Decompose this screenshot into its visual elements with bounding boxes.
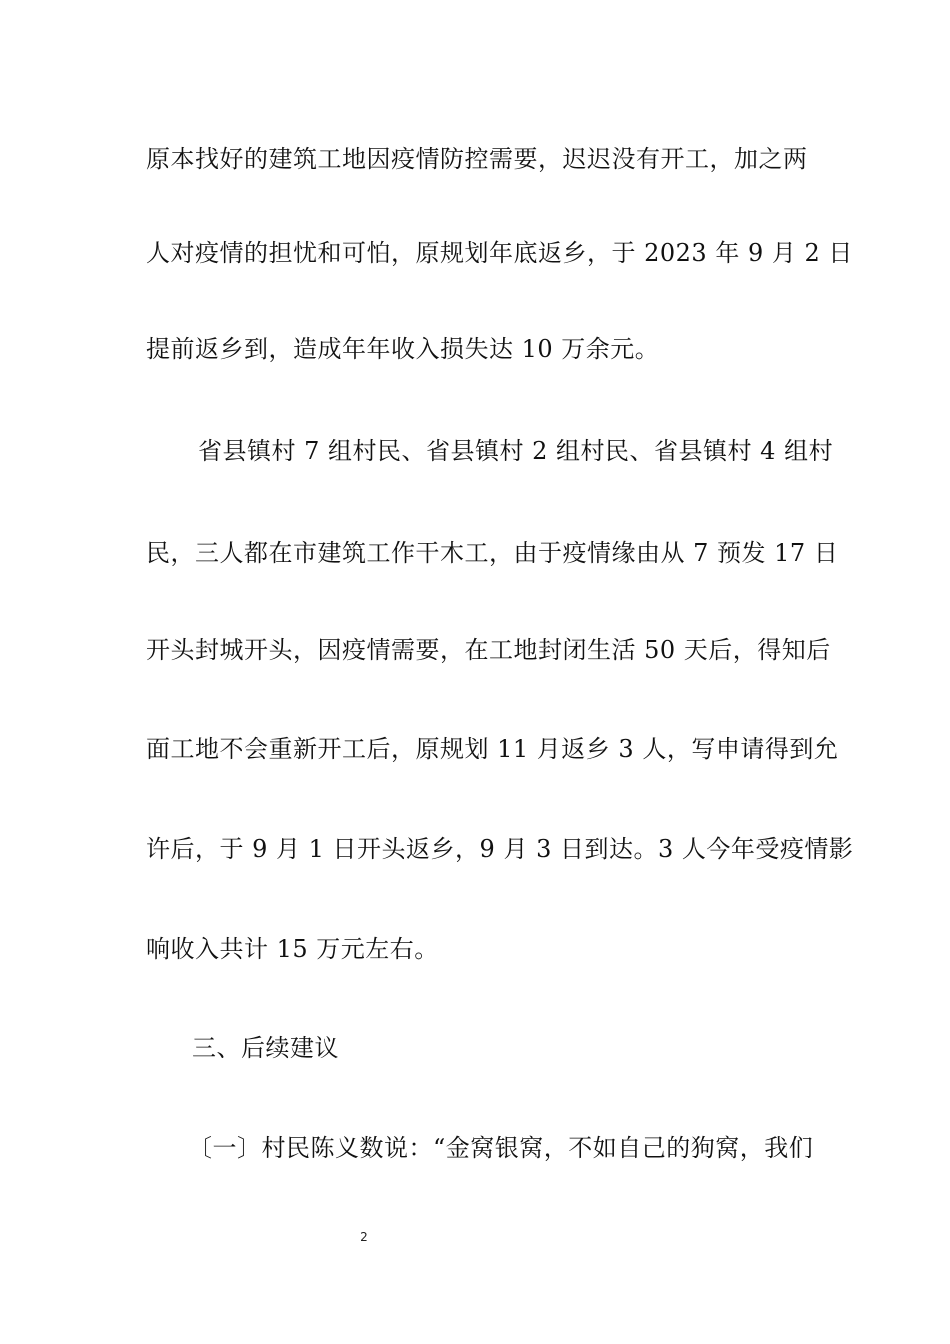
- paragraph-line-4: 省县镇村 7 组村民、省县镇村 2 组村民、省县镇村 4 组村: [198, 437, 834, 465]
- paragraph-line-3: 提前返乡到，造成年年收入损失达 10 万余元。: [146, 335, 660, 363]
- section-heading: 三、后续建议: [192, 1034, 339, 1062]
- paragraph-line-8: 许后，于 9 月 1 日开头返乡，9 月 3 日到达。3 人今年受疫情影: [146, 835, 854, 863]
- page-number: 2: [360, 1230, 368, 1244]
- paragraph-line-1: 原本找好的建筑工地因疫情防控需要，迟迟没有开工，加之两: [146, 145, 808, 173]
- paragraph-line-2: 人对疫情的担忧和可怕，原规划年底返乡，于 2023 年 9 月 2 日: [146, 239, 853, 267]
- paragraph-line-9: 响收入共计 15 万元左右。: [146, 935, 439, 963]
- paragraph-line-7: 面工地不会重新开工后，原规划 11 月返乡 3 人，写申请得到允: [146, 735, 839, 763]
- paragraph-line-5: 民，三人都在市建筑工作干木工，由于疫情缘由从 7 预发 17 日: [146, 539, 839, 567]
- paragraph-line-11: 〔一〕村民陈义数说：“金窝银窝，不如自己的狗窝，我们: [188, 1134, 814, 1162]
- paragraph-line-6: 开头封城开头，因疫情需要，在工地封闭生活 50 天后，得知后: [146, 636, 831, 664]
